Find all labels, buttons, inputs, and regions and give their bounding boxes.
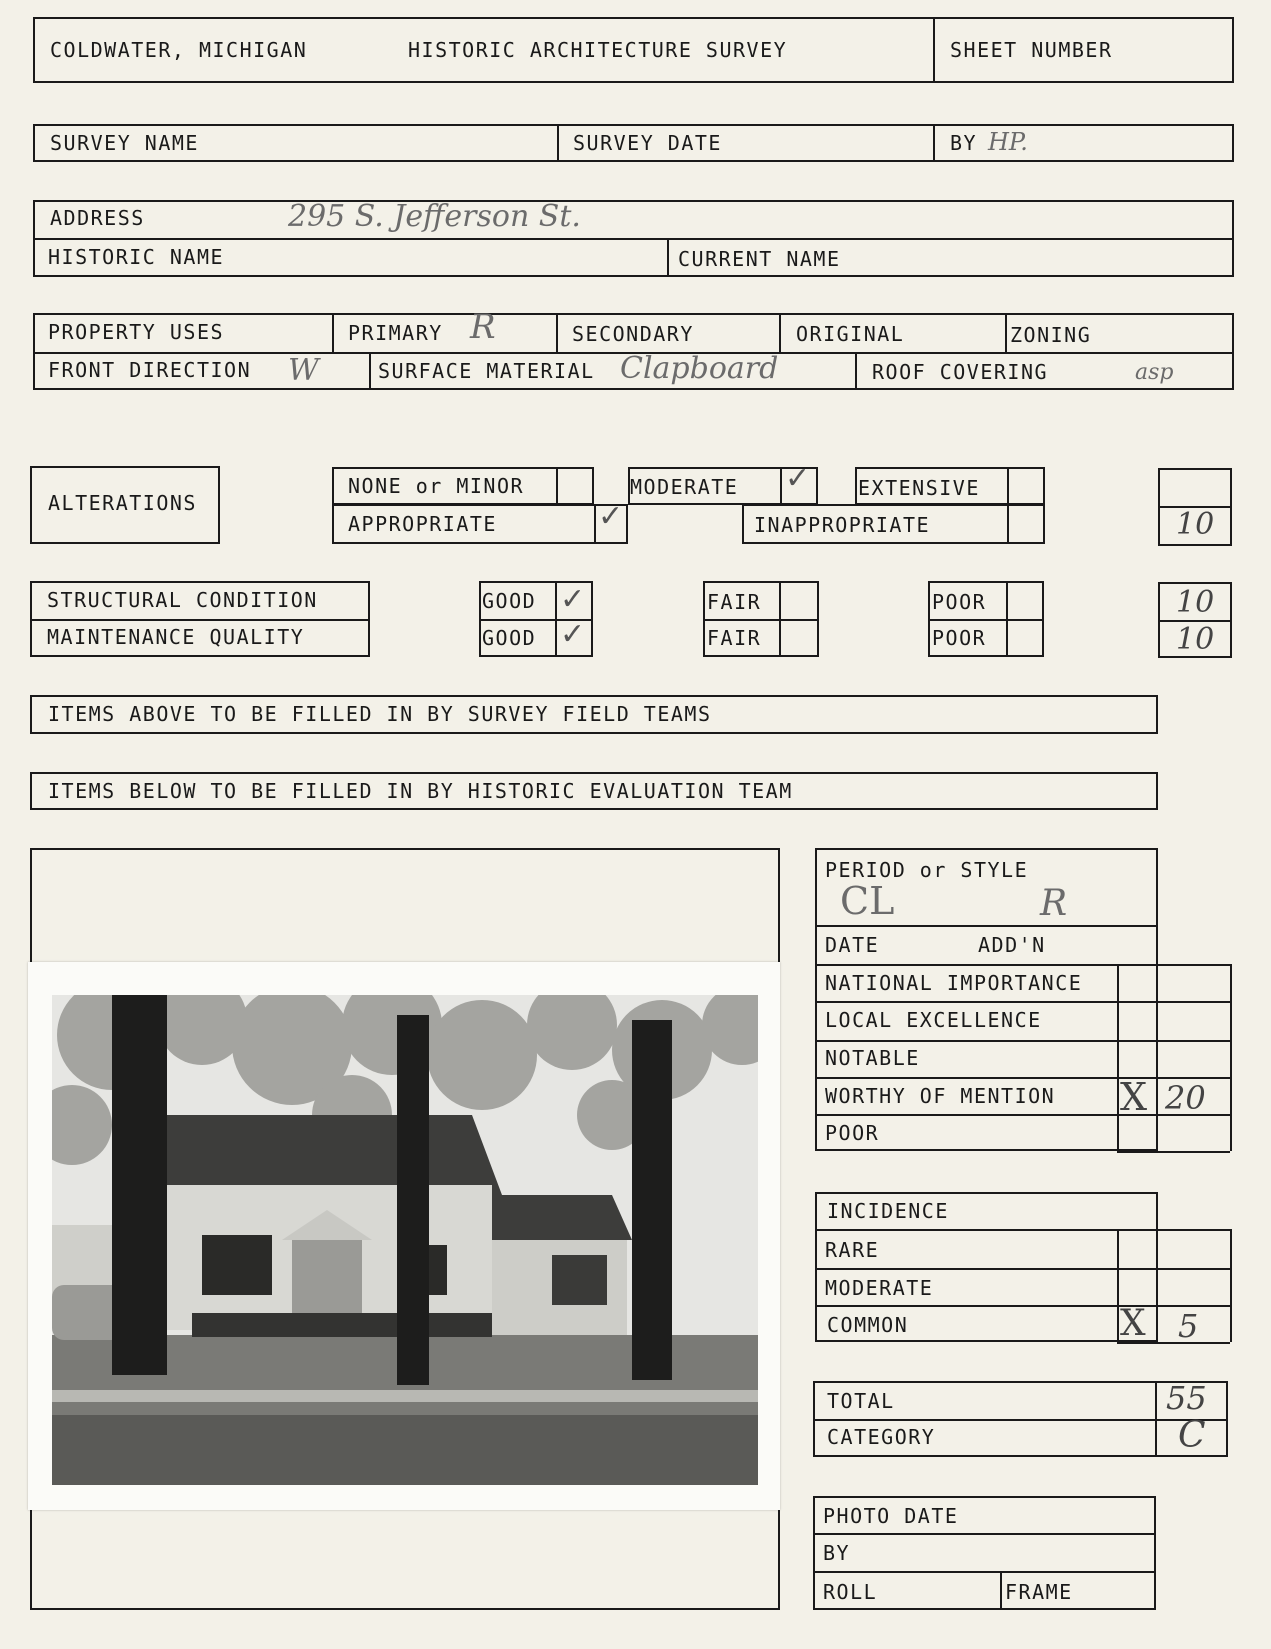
address-label: ADDRESS (50, 206, 145, 230)
common-label: COMMON (827, 1313, 909, 1337)
survey-by-value: HP. (988, 128, 1028, 156)
photo-by-label: BY (823, 1541, 851, 1565)
maintenance-poor-label: POOR (932, 626, 987, 650)
structural-poor-label: POOR (932, 590, 987, 614)
period-divider (815, 925, 1158, 927)
alterations-label: ALTERATIONS (48, 491, 197, 515)
common-mark: X (1120, 1303, 1146, 1344)
total-label: TOTAL (827, 1389, 895, 1413)
none-minor-label: NONE or MINOR (348, 474, 525, 498)
original-label: ORIGINAL (796, 322, 905, 346)
none-minor-checkbox-divider (556, 467, 558, 505)
property-divider-4 (1005, 313, 1007, 352)
address-row-divider (33, 238, 1234, 240)
worthy-mark: X (1120, 1075, 1148, 1119)
property-uses-label: PROPERTY USES (48, 320, 225, 344)
maintenance-good-label: GOOD (482, 626, 537, 650)
maintenance-quality-label: MAINTENANCE QUALITY (47, 625, 305, 649)
front-direction-label: FRONT DIRECTION (48, 358, 252, 382)
sheet-number-label: SHEET NUMBER (950, 38, 1113, 62)
common-score: 5 (1178, 1307, 1199, 1345)
eval-poor-label: POOR (825, 1121, 880, 1145)
structural-good-check: ✓ (560, 582, 586, 617)
roof-covering-label: ROOF COVERING (872, 360, 1049, 384)
notes-below-label: ITEMS BELOW TO BE FILLED IN BY HISTORIC EVALUATION TEAM (48, 779, 793, 803)
date-label: DATE (825, 933, 880, 957)
surface-material-label: SURFACE MATERIAL (378, 359, 595, 383)
structural-condition-label: STRUCTURAL CONDITION (47, 588, 318, 612)
header-divider (933, 17, 935, 83)
national-importance-label: NATIONAL IMPORTANCE (825, 971, 1083, 995)
structural-score: 10 (1176, 585, 1215, 620)
totals-value-divider (1155, 1381, 1157, 1457)
survey-divider-2 (933, 124, 935, 162)
rare-divider (815, 1268, 1230, 1270)
local-excellence-label: LOCAL EXCELLENCE (825, 1008, 1042, 1032)
roll-label: ROLL (823, 1580, 878, 1604)
category-label: CATEGORY (827, 1425, 936, 1449)
primary-label: PRIMARY (348, 321, 443, 345)
period-label: PERIOD or STYLE (825, 858, 1029, 882)
maintenance-score: 10 (1176, 622, 1215, 657)
extensive-checkbox-divider (1007, 467, 1009, 505)
incidence-score-right (1230, 1229, 1232, 1342)
historic-name-label: HISTORIC NAME (48, 245, 225, 269)
survey-date-label: SURVEY DATE (573, 131, 722, 155)
notes-above-label: ITEMS ABOVE TO BE FILLED IN BY SURVEY FIELD TEAMS (48, 702, 712, 726)
address-name-divider (667, 238, 669, 277)
property-divider-5 (369, 352, 371, 390)
extensive-label: EXTENSIVE (858, 476, 980, 500)
property-divider-1 (332, 313, 334, 352)
totals-divider (813, 1419, 1228, 1421)
national-divider (815, 1001, 1230, 1003)
appropriate-checkbox-divider (594, 504, 596, 544)
secondary-label: SECONDARY (572, 322, 694, 346)
surface-material-value: Clapboard (620, 351, 779, 386)
incidence-label: INCIDENCE (827, 1199, 949, 1223)
current-name-label: CURRENT NAME (678, 247, 841, 271)
maintenance-good-check: ✓ (560, 617, 586, 652)
header-city: COLDWATER, MICHIGAN (50, 38, 308, 62)
moderate-check-mark: ✓ (785, 461, 811, 496)
property-divider-6 (855, 352, 857, 390)
photo-date-label: PHOTO DATE (823, 1504, 959, 1528)
frame-label: FRAME (1005, 1580, 1073, 1604)
alterations-score: 10 (1176, 507, 1215, 542)
header-title: HISTORIC ARCHITECTURE SURVEY (408, 38, 788, 62)
inappropriate-label: INAPPROPRIATE (754, 513, 931, 537)
structural-fair-label: FAIR (707, 590, 762, 614)
photo-by-divider (813, 1571, 1156, 1573)
moderate-label: MODERATE (630, 475, 739, 499)
house-photo (52, 995, 758, 1485)
fair-row-divider (703, 619, 819, 621)
mark-column-divider (1117, 964, 1119, 1151)
survey-divider-1 (557, 124, 559, 162)
date-divider (815, 964, 1230, 966)
notable-label: NOTABLE (825, 1046, 920, 1070)
addn-label: ADD'N (978, 933, 1046, 957)
roof-covering-value: asp (1135, 360, 1174, 385)
moderate-divider (815, 1305, 1230, 1307)
survey-by-label: BY (950, 131, 978, 155)
property-divider-3 (779, 313, 781, 352)
poor-checkbox-divider (1006, 581, 1008, 657)
incidence-mark-column (1117, 1229, 1119, 1342)
period-value-1: CL (840, 879, 895, 923)
address-value: 295 S. Jefferson St. (288, 199, 581, 234)
worthy-score: 20 (1165, 1079, 1206, 1117)
appropriate-label: APPROPRIATE (348, 512, 497, 536)
incidence-divider (815, 1229, 1230, 1231)
poor-divider (1117, 1151, 1230, 1153)
property-divider-2 (556, 313, 558, 352)
poor-row-divider (928, 619, 1044, 621)
incidence-moderate-label: MODERATE (825, 1276, 934, 1300)
fair-checkbox-divider (779, 581, 781, 657)
photo-date-divider (813, 1533, 1156, 1535)
score-column-right (1230, 964, 1232, 1151)
structural-good-label: GOOD (482, 589, 537, 613)
category-value: C (1178, 1415, 1206, 1456)
appropriate-check-mark: ✓ (598, 499, 624, 534)
total-value: 55 (1166, 1379, 1207, 1417)
primary-value: R (470, 307, 496, 347)
rare-label: RARE (825, 1238, 880, 1262)
zoning-label: ZONING (1010, 323, 1092, 347)
condition-label-divider (30, 619, 370, 621)
good-checkbox-divider (555, 581, 557, 657)
roll-frame-divider (1000, 1571, 1002, 1610)
worthy-label: WORTHY OF MENTION (825, 1084, 1056, 1108)
moderate-checkbox-divider (780, 467, 782, 505)
local-divider (815, 1040, 1230, 1042)
period-value-2: R (1040, 883, 1068, 924)
front-direction-value: W (288, 353, 319, 388)
inappropriate-checkbox-divider (1007, 504, 1009, 544)
survey-name-label: SURVEY NAME (50, 131, 199, 155)
maintenance-fair-label: FAIR (707, 626, 762, 650)
